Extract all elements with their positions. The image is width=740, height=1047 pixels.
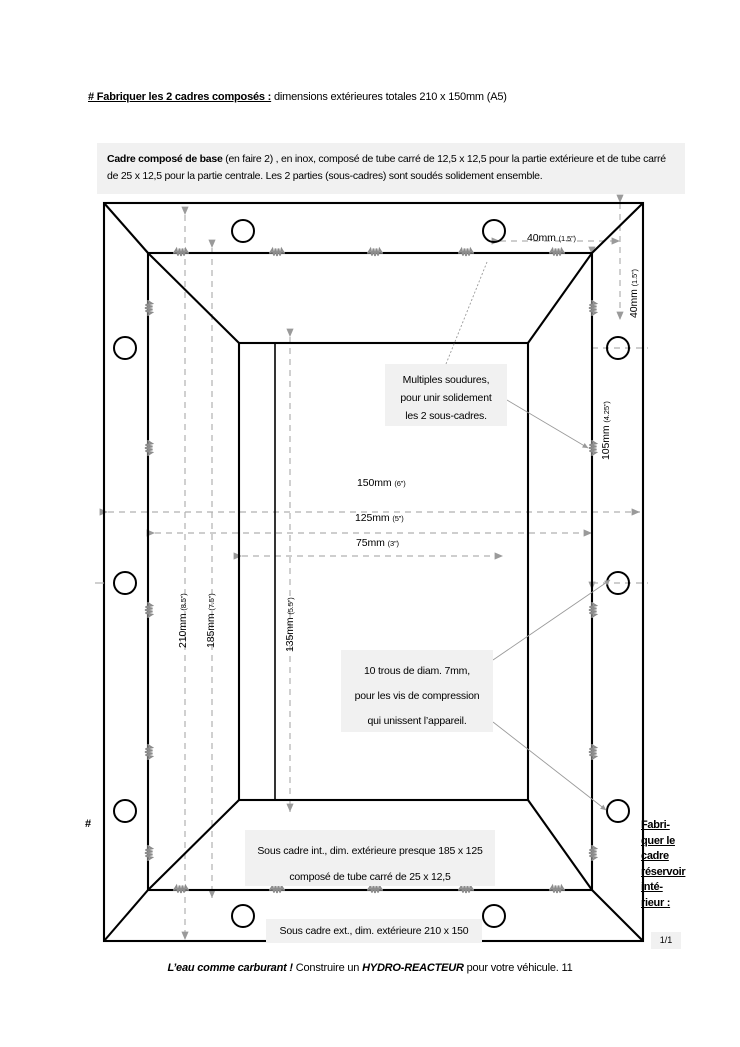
compression-screw-holes <box>114 220 629 927</box>
hole <box>483 905 505 927</box>
page-number-badge: 1/1 <box>651 932 681 949</box>
side-note-line-1: Fabri- <box>641 819 670 831</box>
footer-part-3: HYDRO-REACTEUR <box>362 962 464 974</box>
side-note-line-5: inté- <box>641 881 663 893</box>
intro-line-2: de 25 x 12,5 pour la partie centrale. Les 2 parties (sous-cadres) sont soudés solidement ensemble. <box>107 170 543 182</box>
callout-inner-line-1: Sous cadre int., dim. extérieure presque 185 x 125 <box>257 845 483 857</box>
inner-subframe-outline <box>148 253 592 890</box>
weld-marks <box>145 249 597 894</box>
side-note-line-6: rieur : <box>641 896 671 909</box>
callout-welds-line-3: les 2 sous-cadres. <box>405 410 487 422</box>
dimension-label-150: 150mm (6”) <box>357 477 406 489</box>
hole <box>114 800 136 822</box>
callout-outer-line-1: Sous cadre ext., dim. extérieure 210 x 150 <box>279 925 469 937</box>
callout-inner-line-2: composé de tube carré de 25 x 12,5 <box>289 871 451 883</box>
intro-line-1: (en faire 2) , en inox, composé de tube carré de 12,5 x 12,5 pour la partie extérieure et de tube carré <box>222 153 666 165</box>
side-note-next-section <box>641 818 686 911</box>
callout-welds <box>385 364 507 426</box>
intro-description-box <box>97 143 685 194</box>
callout-welds-line-2: pour unir solidement <box>400 392 492 404</box>
hole <box>114 572 136 594</box>
callout-inner-subframe <box>245 830 495 886</box>
dimension-label-top-40: 40mm (1.5”) <box>527 232 576 244</box>
dimension-label-125: 125mm (5”) <box>355 512 404 524</box>
dimension-lines-horizontal <box>108 241 648 583</box>
dimension-label-185: 185mm (7.5”) <box>205 593 217 648</box>
hole <box>232 220 254 242</box>
callout-outer-subframe <box>266 919 482 943</box>
side-note-line-2: quer le <box>641 834 675 847</box>
hole <box>607 337 629 359</box>
dimension-label-right-40: 40mm (1.5”) <box>628 269 640 318</box>
page-title-strong: # Fabriquer les 2 cadres composés : <box>88 91 272 103</box>
hole <box>483 220 505 242</box>
side-note-line-3: cadre <box>641 850 669 862</box>
callout-welds-line-1: Multiples soudures, <box>402 374 490 386</box>
left-hash-marker: # <box>85 818 92 830</box>
intro-strong: Cadre composé de base <box>107 153 223 165</box>
footer-part-1: L’eau comme carburant ! <box>167 962 293 974</box>
outer-frame-inner-edge <box>148 253 592 890</box>
dimension-label-right-105: 105mm (4.25”) <box>600 401 612 460</box>
footer <box>0 962 740 974</box>
side-note-line-4: réservoir <box>641 865 686 878</box>
page-title <box>88 90 668 104</box>
page-title-rest: dimensions extérieures totales 210 x 150mm (A5) <box>271 91 507 103</box>
footer-part-2: Construire un <box>292 962 363 974</box>
footer-part-4: pour votre véhicule. 11 <box>463 962 573 974</box>
hole <box>114 337 136 359</box>
callout-holes-line-2: pour les vis de compression <box>354 690 480 702</box>
hole <box>232 905 254 927</box>
hole <box>607 800 629 822</box>
callout-holes-line-3: qui unissent l’appareil. <box>367 715 467 727</box>
hole <box>607 572 629 594</box>
dimension-label-75: 75mm (3”) <box>356 537 399 549</box>
dimension-label-135: 135mm (5.5”) <box>284 597 296 652</box>
callout-holes <box>341 650 493 732</box>
dimension-label-210: 210mm (8.5”) <box>177 593 189 648</box>
callout-holes-line-1: 10 trous de diam. 7mm, <box>364 665 470 677</box>
